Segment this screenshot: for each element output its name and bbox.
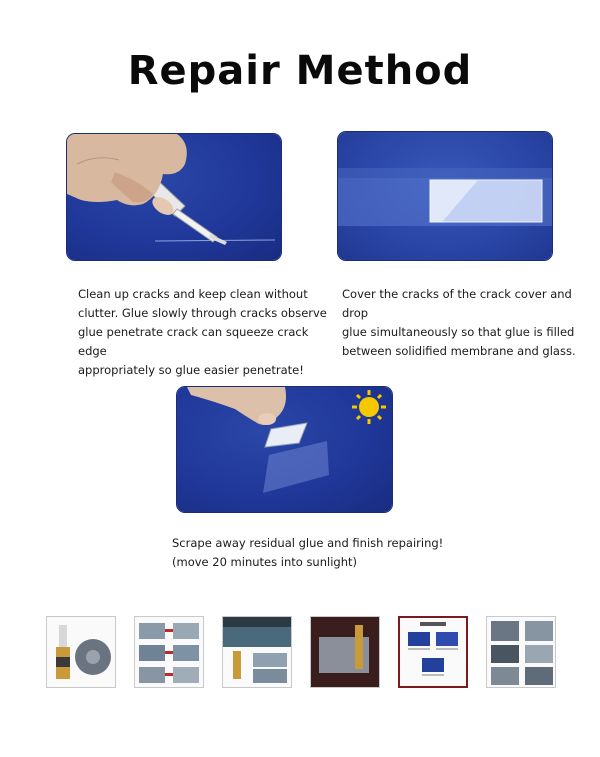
step-2-image	[338, 132, 552, 260]
thumbnail-5[interactable]	[398, 616, 468, 688]
product-bottle-thumbnail	[47, 617, 116, 688]
thumbnail-1[interactable]	[46, 616, 116, 688]
thumbnail-2[interactable]	[134, 616, 204, 688]
hand	[67, 134, 187, 219]
repair-method-thumbnail	[400, 618, 466, 686]
blade	[265, 423, 307, 447]
cover-film	[263, 441, 329, 493]
step-1-image	[67, 134, 281, 260]
repair-steps-thumbnail	[135, 617, 204, 688]
windshield-thumbnail	[223, 617, 292, 688]
step-3-image	[177, 387, 392, 512]
thumbnail-4[interactable]	[310, 616, 380, 688]
hand	[187, 387, 286, 425]
page-title: Repair Method	[127, 48, 473, 94]
step-2-caption: Cover the cracks of the crack cover and drop glue simultaneously so that glue is filled between solidified membrane and glass.	[342, 287, 576, 358]
thumbnail-strip	[46, 616, 556, 690]
cover-film-illustration	[338, 132, 552, 260]
step-3-caption: Scrape away residual glue and finish repairing! (move 20 minutes into sunlight)	[172, 536, 444, 569]
sun-icon	[352, 390, 386, 424]
step-1-caption: Clean up cracks and keep clean without clutter. Glue slowly through cracks observe glue penetrate crack can squeeze crack edge appropriately so glue easier penetrate!	[78, 287, 327, 377]
results-grid-thumbnail	[487, 617, 556, 688]
glue-application-illustration	[67, 134, 281, 260]
scrape-illustration	[177, 387, 392, 512]
thumbnail-3[interactable]	[222, 616, 292, 688]
thumbnail-6[interactable]	[486, 616, 556, 688]
dark-product-thumbnail	[311, 617, 380, 688]
